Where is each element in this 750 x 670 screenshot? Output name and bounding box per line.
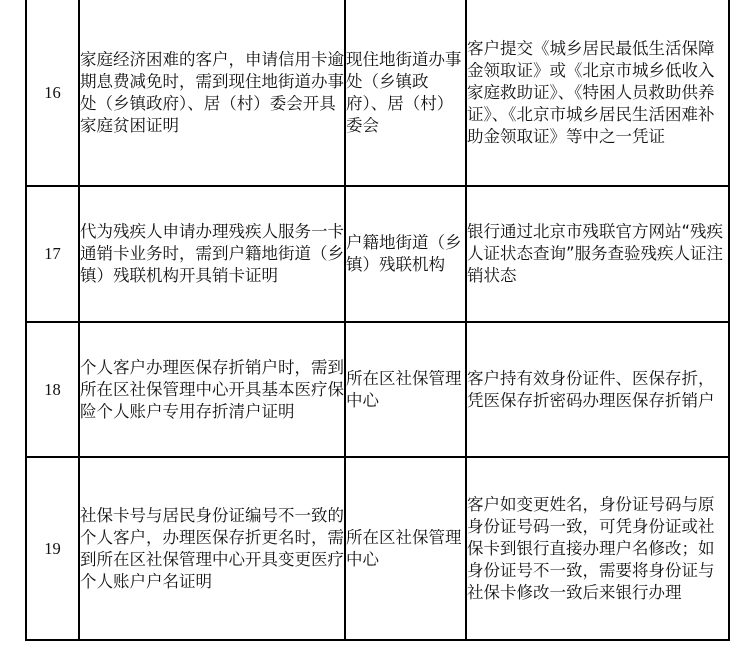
alternative-text: 客户持有效身份证件、医保存折，凭医保存折密码办理医保存折销户 xyxy=(467,368,715,410)
situation-cell xyxy=(79,186,345,322)
issuing-unit-text: 所在区社保管理中心 xyxy=(346,527,462,569)
situation-cell xyxy=(79,322,345,457)
situation-text: 社保卡号与居民身份证编号不一致的个人客户，办理医保存折更名时，需到所在区社保管理中心开具变更医疗个人账户户名证明 xyxy=(80,505,344,591)
situation-text: 个人客户办理医保存折销户时，需到所在区社保管理中心开具基本医疗保险个人账户专用存折清户证明 xyxy=(80,357,344,421)
issuing-unit-text: 现住地街道办事处（乡镇政府）、居（村）委会 xyxy=(346,49,462,135)
alternative-cell xyxy=(466,457,729,640)
issuing-unit-text: 户籍地街道（乡镇）残联机构 xyxy=(346,233,462,274)
table-row xyxy=(26,457,729,640)
situation-cell xyxy=(79,0,345,186)
situation-cell xyxy=(79,457,345,640)
alternative-text: 客户如变更姓名，身份证号码与原身份证号码一致，可凭身份证或社保卡到银行直接办理户名修改；如身份证号不一致，需要将身份证与社保卡修改一致后来银行办理 xyxy=(467,494,715,602)
issuing-unit-cell xyxy=(345,457,466,640)
alternative-text: 客户提交《城乡居民最低生活保障金领取证》或《北京市城乡低收入家庭救助证》、《特困人员救助供养证》、《北京市城乡居民生活困难补助金领取证》等中之一凭证 xyxy=(467,38,715,146)
alternative-cell xyxy=(466,0,729,186)
table-row xyxy=(26,322,729,457)
row-number: 16 xyxy=(26,0,79,186)
certificate-table xyxy=(25,0,730,641)
alternative-text: 银行通过北京市残联官方网站“残疾人证状态查询”服务查验残疾人证注销状态 xyxy=(467,222,724,285)
alternative-cell xyxy=(466,186,729,322)
row-number: 18 xyxy=(26,322,79,457)
row-number: 19 xyxy=(26,457,79,640)
issuing-unit-cell xyxy=(345,0,466,186)
row-number: 17 xyxy=(26,186,79,322)
issuing-unit-cell xyxy=(345,186,466,322)
situation-text: 代为残疾人申请办理残疾人服务一卡通销卡业务时，需到户籍地街道（乡镇）残联机构开具销卡证明 xyxy=(80,222,344,285)
situation-text: 家庭经济困难的客户，申请信用卡逾期息费减免时，需到现住地街道办事处（乡镇政府）、居（村）委会开具家庭贫困证明 xyxy=(80,49,344,135)
alternative-cell xyxy=(466,322,729,457)
table-row xyxy=(26,0,729,186)
table-row xyxy=(26,186,729,322)
issuing-unit-cell xyxy=(345,322,466,457)
issuing-unit-text: 所在区社保管理中心 xyxy=(346,368,462,410)
